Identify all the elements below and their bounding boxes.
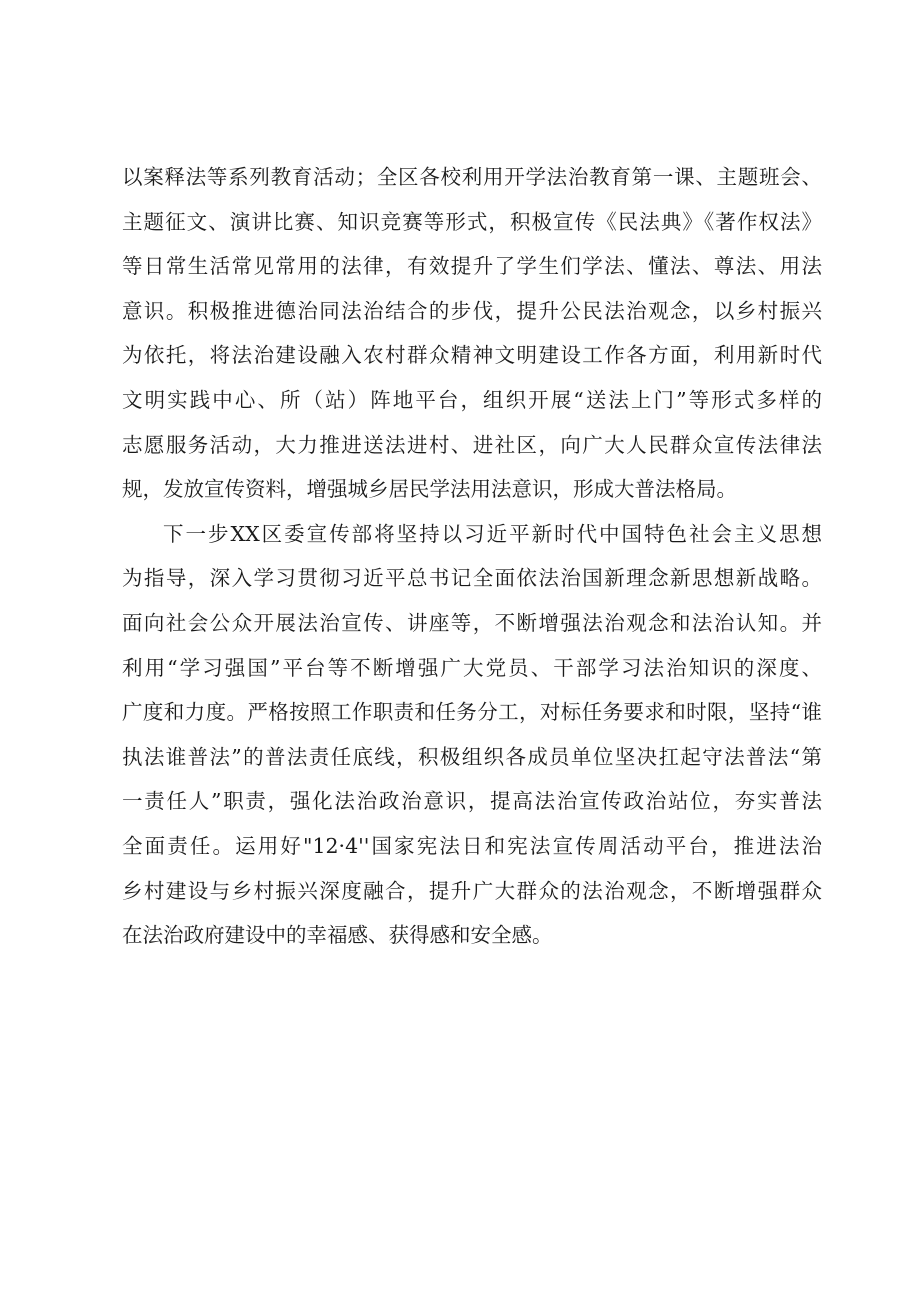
- paragraph-1-line: 等日常生活常见常用的法律，有效提升了学生们学法、懂法、尊法、用法: [122, 254, 822, 279]
- paragraph-1-line: 以案释法等系列教育活动；全区各校利用开学法治教育第一课、主题班会、: [122, 165, 822, 189]
- paragraph-2-line: 为指导，深入学习贯彻习近平总书记全面依法治国新理念新思想新战略。: [122, 566, 822, 591]
- paragraph-2-line: 利用“学习强国”平台等不断增强广大党员、干部学习法治知识的深度、: [122, 655, 822, 680]
- paragraph-2-line: 乡村建设与乡村振兴深度融合，提升广大群众的法治观念，不断增强群众: [122, 878, 822, 903]
- paragraph-1: [122, 155, 822, 512]
- paragraph-1-line: 意识。积极推进德治同法治结合的步伐，提升公民法治观念，以乡村振兴: [122, 298, 822, 323]
- paragraph-1-line: 规，发放宣传资料，增强城乡居民学法用法意识，形成大普法格局。: [122, 477, 737, 502]
- paragraph-2-line: 面向社会公众开展法治宣传、讲座等，不断增强法治观念和法治认知。并: [122, 610, 822, 635]
- paragraph-1-line: 文明实践中心、所（站）阵地平台，组织开展“送法上门”等形式多样的: [122, 387, 822, 412]
- paragraph-1-line: 为依托，将法治建设融入农村群众精神文明建设工作各方面，利用新时代: [122, 343, 822, 368]
- paragraph-2: [122, 512, 822, 958]
- paragraph-2-line: 在法治政府建设中的幸福感、获得感和安全感。: [122, 923, 553, 948]
- paragraph-2-line: 下一步XX区委宣传部将坚持以习近平新时代中国特色社会主义思想: [163, 521, 822, 546]
- paragraph-2-line: 广度和力度。严格按照工作职责和任务分工，对标任务要求和时限，坚持“谁: [122, 700, 822, 725]
- paragraph-1-line: 志愿服务活动，大力推进送法进村、进社区，向广大人民群众宣传法律法: [122, 432, 822, 457]
- paragraph-2-line: 一责任人”职责，强化法治政治意识，提高法治宣传政治站位，夯实普法: [122, 789, 822, 814]
- paragraph-1-line: 主题征文、演讲比赛、知识竞赛等形式，积极宣传《民法典》《著作权法》: [122, 209, 822, 234]
- paragraph-2-line: 执法谁普法”的普法责任底线，积极组织各成员单位坚决扛起守法普法“第: [122, 744, 822, 769]
- paragraph-2-line: 全面责任。运用好"12·4''国家宪法日和宪法宣传周活动平台，推进法治: [122, 833, 822, 858]
- document-body: [122, 155, 822, 958]
